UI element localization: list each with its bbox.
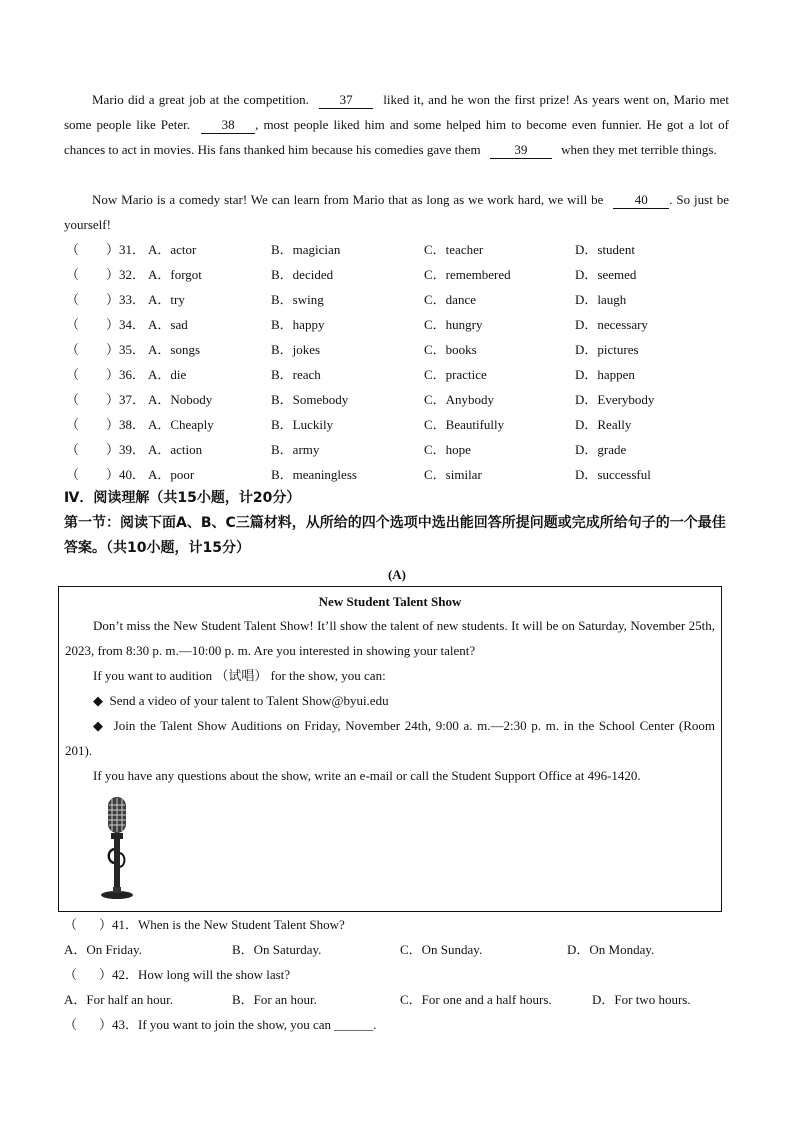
option-c[interactable]: C．Beautifully	[424, 417, 505, 432]
answer-paren: （	[66, 267, 80, 282]
question-number: ）31．	[106, 242, 146, 257]
option-a[interactable]: A．poor	[148, 467, 195, 482]
question-number: ）37．	[106, 392, 146, 407]
notice-bullet-2	[65, 713, 715, 763]
option-d[interactable]: D．grade	[575, 442, 627, 457]
option-d[interactable]: D．happen	[575, 367, 635, 382]
cloze-option-row	[64, 462, 729, 487]
option-d[interactable]: D．seemed	[575, 267, 637, 282]
option-b[interactable]: B．Luckily	[271, 417, 334, 432]
bullet-icon: ◆	[93, 693, 103, 708]
option-b[interactable]: B．On Saturday.	[232, 942, 322, 957]
section-heading: Ⅳ．阅读理解（共15小题，计20分）	[64, 490, 301, 506]
option-c[interactable]: C．books	[424, 342, 477, 357]
option-c[interactable]: C．teacher	[424, 242, 484, 257]
option-c[interactable]: C．On Sunday.	[400, 942, 483, 957]
option-c[interactable]: C．hungry	[424, 317, 483, 332]
bullet-text: Join the Talent Show Auditions on Friday, November 24th, 9:00 a. m.—2:30 p. m. in the School Center (Room 201).	[65, 718, 716, 758]
passage-text: when they met terrible things.	[561, 142, 717, 157]
option-b[interactable]: B．decided	[271, 267, 334, 282]
answer-paren: （	[66, 317, 80, 332]
option-a[interactable]: A．die	[148, 367, 187, 382]
option-a[interactable]: A．Nobody	[148, 392, 213, 407]
bullet-icon: ◆	[93, 718, 105, 733]
question-number: ）32．	[106, 267, 146, 282]
option-b[interactable]: B．meaningless	[271, 467, 357, 482]
answer-paren: （	[66, 417, 80, 432]
passage-paragraph-2	[64, 187, 729, 237]
option-d[interactable]: D．student	[575, 242, 635, 257]
notice-box	[58, 586, 722, 912]
option-b[interactable]: B．Somebody	[271, 392, 349, 407]
passage-text: liked it, and he won the first prize! As years went on, Mario met some people like Peter.	[64, 92, 730, 132]
bullet-text: Send a video of your talent to Talent Show@byui.edu	[109, 693, 389, 708]
notice-audition-text: If you want to audition （试唱） for the show, you can:	[93, 668, 386, 683]
option-d[interactable]: D．For two hours.	[592, 992, 691, 1007]
answer-paren: （	[66, 342, 80, 357]
passage-text: Mario did a great job at the competition.	[92, 92, 309, 107]
option-c[interactable]: C．practice	[424, 367, 487, 382]
option-c[interactable]: C．similar	[424, 467, 482, 482]
passage-paragraph-1	[64, 87, 729, 162]
option-a[interactable]: A．action	[148, 442, 203, 457]
option-a[interactable]: A．actor	[148, 242, 197, 257]
cloze-option-row	[64, 387, 729, 412]
passage-label: (A)	[387, 567, 407, 582]
answer-paren: （	[66, 442, 80, 457]
option-c[interactable]: C．remembered	[424, 267, 511, 282]
option-d[interactable]: D．necessary	[575, 317, 648, 332]
question-stem: ）42．How long will the show last?	[99, 967, 291, 982]
answer-paren: （	[64, 1017, 78, 1032]
option-b[interactable]: B．happy	[271, 317, 325, 332]
option-a[interactable]: A．forgot	[148, 267, 202, 282]
question-number: ）39．	[106, 442, 146, 457]
passage-text: . So just be yourself!	[64, 192, 729, 232]
option-a[interactable]: A．Cheaply	[148, 417, 214, 432]
option-d[interactable]: D．pictures	[575, 342, 639, 357]
answer-paren: （	[66, 242, 80, 257]
cloze-option-row	[64, 287, 729, 312]
question-number: ）33．	[106, 292, 146, 307]
option-b[interactable]: B．For an hour.	[232, 992, 317, 1007]
option-a[interactable]: A．songs	[148, 342, 201, 357]
question-42	[64, 962, 290, 987]
option-c[interactable]: C．dance	[424, 292, 476, 307]
option-a[interactable]: A．On Friday.	[64, 942, 142, 957]
option-c[interactable]: C．Anybody	[424, 392, 495, 407]
option-a[interactable]: A．try	[148, 292, 185, 307]
microphone-icon	[97, 795, 147, 903]
question-42-options	[64, 987, 729, 1012]
question-number: ）38．	[106, 417, 146, 432]
option-b[interactable]: B．jokes	[271, 342, 321, 357]
cloze-option-row	[64, 262, 729, 287]
answer-paren: （	[66, 467, 80, 482]
cloze-option-row	[64, 362, 729, 387]
option-c[interactable]: C．hope	[424, 442, 471, 457]
option-b[interactable]: B．magician	[271, 242, 341, 257]
question-41-options	[64, 937, 729, 962]
blank-40: 40	[613, 192, 669, 209]
cloze-option-row	[64, 412, 729, 437]
question-number: ）35．	[106, 342, 146, 357]
notice-contact: If you have any questions about the show, write an e-mail or call the Student Support Office at 496-1420.	[93, 768, 641, 783]
question-stem: ）43．If you want to join the show, you can ______.	[99, 1017, 377, 1032]
answer-paren: （	[64, 917, 78, 932]
cloze-option-row	[64, 312, 729, 337]
section-sub-heading: 第一节：阅读下面A、B、C三篇材料，从所给的四个选项中选出能回答所提问题或完成所给句子的一个最佳答案。（共10小题，计15分）	[64, 515, 726, 556]
notice-intro: Don’t miss the New Student Talent Show! It’ll show the talent of new students. It will be on Saturday, November 25th, 2023, from 8:30 p. m.—10:00 p. m. Are you interested in showing your talent?	[65, 618, 715, 658]
blank-37: 37	[319, 92, 373, 109]
question-41	[64, 912, 345, 937]
option-b[interactable]: B．army	[271, 442, 320, 457]
option-a[interactable]: A．sad	[148, 317, 188, 332]
notice-bullet-1	[65, 688, 715, 713]
option-d[interactable]: D．Really	[575, 417, 632, 432]
cloze-option-row	[64, 237, 729, 262]
option-d[interactable]: D．laugh	[575, 292, 627, 307]
passage-text: Now Mario is a comedy star! We can learn from Mario that as long as we work hard, we will be	[92, 192, 604, 207]
passage-text: , most people liked him and some helped him to become even funnier. He got a lot of chances to act in movies. His fans thanked him because his comedies gave them	[64, 117, 730, 157]
question-43	[64, 1012, 377, 1037]
blank-39: 39	[490, 142, 552, 159]
cloze-option-row	[64, 337, 729, 362]
blank-38: 38	[201, 117, 255, 134]
answer-paren: （	[64, 967, 78, 982]
option-d[interactable]: D．successful	[575, 467, 651, 482]
option-b[interactable]: B．swing	[271, 292, 324, 307]
cloze-option-row	[64, 437, 729, 462]
question-number: ）36．	[106, 367, 146, 382]
option-d[interactable]: D．Everybody	[575, 392, 655, 407]
answer-paren: （	[66, 392, 80, 407]
notice-title: New Student Talent Show	[318, 594, 462, 609]
question-stem: ）41．When is the New Student Talent Show?	[99, 917, 345, 932]
option-c[interactable]: C．For one and a half hours.	[400, 992, 552, 1007]
option-d[interactable]: D．On Monday.	[567, 942, 655, 957]
option-a[interactable]: A．For half an hour.	[64, 992, 174, 1007]
answer-paren: （	[66, 367, 80, 382]
option-b[interactable]: B．reach	[271, 367, 321, 382]
question-number: ）34．	[106, 317, 146, 332]
question-number: ）40．	[106, 467, 146, 482]
answer-paren: （	[66, 292, 80, 307]
